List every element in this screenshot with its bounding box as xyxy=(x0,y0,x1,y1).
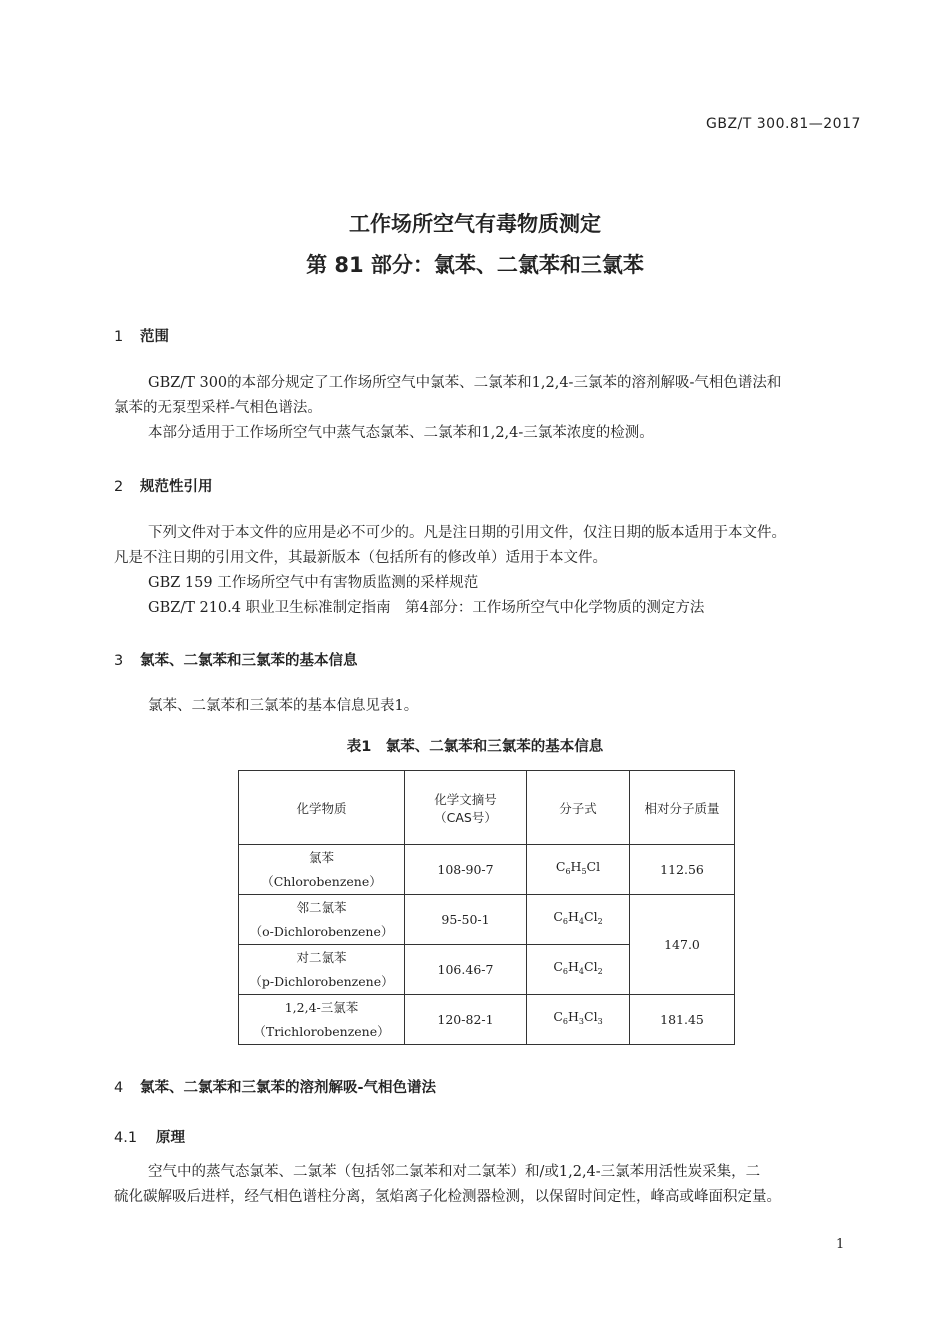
substance-cell xyxy=(239,845,405,895)
subsection-number: 4.1 xyxy=(114,1130,138,1146)
substance-cell xyxy=(239,995,405,1045)
standard-code: GBZ/T 300.81—2017 xyxy=(706,116,861,132)
section-title: 氯苯、二氯苯和三氯苯的基本信息 xyxy=(140,653,358,669)
section-3-paragraph-1: 氯苯、二氯苯和三氯苯的基本信息见表1。 xyxy=(148,698,419,714)
document-title-line1: 工作场所空气有毒物质测定 xyxy=(349,212,601,236)
section-1-paragraph-1-line-1: GBZ/T 300的本部分规定了工作场所空气中氯苯、二氯苯和1,2,4-三氯苯的溶剂解吸-气相色谱法和 xyxy=(148,375,782,391)
section-1-heading xyxy=(114,325,169,346)
section-3-heading xyxy=(114,649,358,670)
substance-name-en: （p-Dichlorobenzene） xyxy=(249,973,394,989)
table-row xyxy=(239,845,735,895)
table-row xyxy=(239,895,735,945)
section-number: 1 xyxy=(114,329,124,345)
section-2-heading xyxy=(114,475,213,496)
header-mass: 相对分子质量 xyxy=(630,771,735,845)
substance-name-cn: 对二氯苯 xyxy=(296,949,347,965)
basic-info-table xyxy=(238,770,735,1045)
section-1-paragraph-2: 本部分适用于工作场所空气中蒸气态氯苯、二氯苯和1,2,4-三氯苯浓度的检测。 xyxy=(148,425,654,441)
substance-cell xyxy=(239,895,405,945)
table-header-row xyxy=(239,771,735,845)
section-number: 2 xyxy=(114,479,124,495)
section-4-1-paragraph-line-1: 空气中的蒸气态氯苯、二氯苯（包括邻二氯苯和对二氯苯）和/或1,2,4-三氯苯用活性炭采集，二 xyxy=(148,1164,761,1180)
formula-cell: $C_6H_3Cl_3$ xyxy=(527,995,630,1045)
table-caption: 表1 氯苯、二氯苯和三氯苯的基本信息 xyxy=(346,739,604,755)
subsection-title: 原理 xyxy=(156,1130,185,1146)
header-cas xyxy=(405,771,527,845)
table-row xyxy=(239,995,735,1045)
substance-cell xyxy=(239,945,405,995)
mass-cell: 181.45 xyxy=(630,995,735,1045)
normative-reference-2: GBZ/T 210.4 职业卫生标准制定指南 第4部分：工作场所空气中化学物质的测定方法 xyxy=(148,600,705,616)
header-formula: 分子式 xyxy=(527,771,630,845)
section-number: 3 xyxy=(114,653,124,669)
substance-name-cn: 1,2,4-三氯苯 xyxy=(284,999,359,1015)
section-title: 范围 xyxy=(140,329,169,345)
header-substance: 化学物质 xyxy=(239,771,405,845)
header-cas-line2: （CAS号） xyxy=(434,809,497,825)
cas-cell: 120-82-1 xyxy=(405,995,527,1045)
substance-name-en: （Trichlorobenzene） xyxy=(253,1023,390,1039)
subsection-4-1-heading xyxy=(114,1126,185,1147)
formula-cell: $C_6H_4Cl_2$ xyxy=(527,895,630,945)
document-title-line2: 第 81 部分：氯苯、二氯苯和三氯苯 xyxy=(306,253,644,277)
substance-name-cn: 氯苯 xyxy=(308,849,334,865)
section-title: 规范性引用 xyxy=(140,479,213,495)
cas-cell: 108-90-7 xyxy=(405,845,527,895)
cas-cell: 106.46-7 xyxy=(405,945,527,995)
substance-name-en: （o-Dichlorobenzene） xyxy=(249,923,394,939)
section-4-1-paragraph-line-2: 硫化碳解吸后进样，经气相色谱柱分离，氢焰离子化检测器检测，以保留时间定性，峰高或峰面积定量。 xyxy=(114,1189,781,1205)
mass-cell-merged: 147.0 xyxy=(630,895,735,995)
section-title: 氯苯、二氯苯和三氯苯的溶剂解吸-气相色谱法 xyxy=(140,1080,437,1096)
section-2-paragraph-1-line-2: 凡是不注日期的引用文件，其最新版本（包括所有的修改单）适用于本文件。 xyxy=(114,550,607,566)
cas-cell: 95-50-1 xyxy=(405,895,527,945)
formula-cell: $C_6H_4Cl_2$ xyxy=(527,945,630,995)
formula-cell: $C_6H_5Cl$ xyxy=(527,845,630,895)
section-number: 4 xyxy=(114,1080,124,1096)
substance-name-cn: 邻二氯苯 xyxy=(296,899,347,915)
substance-name-en: （Chlorobenzene） xyxy=(261,873,382,889)
mass-cell: 112.56 xyxy=(630,845,735,895)
header-cas-line1: 化学文摘号 xyxy=(434,791,497,807)
section-1-paragraph-1-line-2: 氯苯的无泵型采样-气相色谱法。 xyxy=(114,400,322,416)
section-4-heading xyxy=(114,1076,436,1097)
page-number: 1 xyxy=(836,1237,845,1252)
normative-reference-1: GBZ 159 工作场所空气中有害物质监测的采样规范 xyxy=(148,575,479,591)
section-2-paragraph-1-line-1: 下列文件对于本文件的应用是必不可少的。凡是注日期的引用文件，仅注日期的版本适用于本文件。 xyxy=(148,525,786,541)
